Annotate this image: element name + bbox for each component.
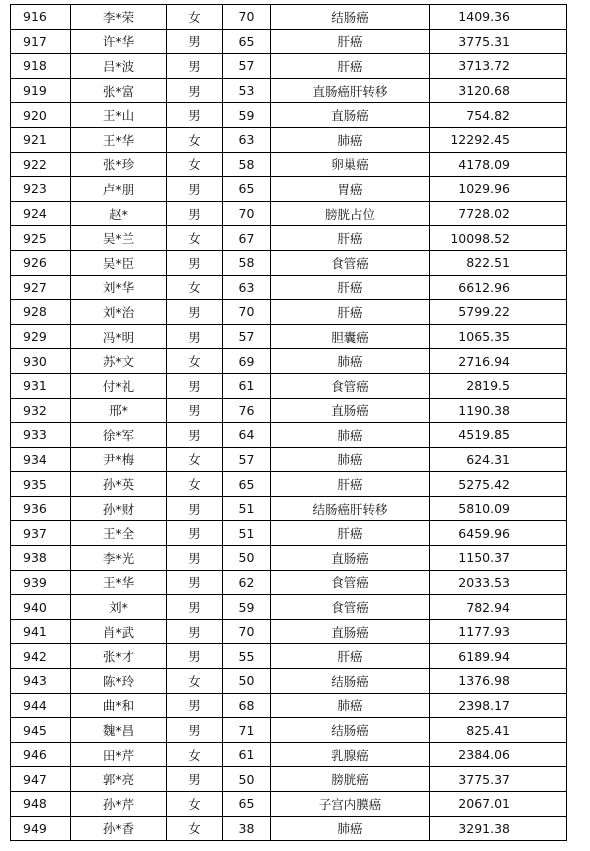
- gender-cell: 女: [167, 792, 223, 817]
- gender-cell: 女: [167, 275, 223, 300]
- age-cell: 59: [223, 595, 271, 620]
- age-cell: 70: [223, 5, 271, 30]
- name-cell: 魏*昌: [71, 718, 167, 743]
- amount-cell: 7728.02: [430, 201, 567, 226]
- amount-cell: 3775.31: [430, 29, 567, 54]
- table-row: [11, 570, 567, 595]
- table-row: [11, 447, 567, 472]
- age-cell: 76: [223, 398, 271, 423]
- amount-cell: 1150.37: [430, 546, 567, 571]
- gender-cell: 女: [167, 816, 223, 841]
- amount-cell: 822.51: [430, 250, 567, 275]
- diagnosis-cell: 结肠癌肝转移: [271, 496, 430, 521]
- name-cell: 赵*: [71, 201, 167, 226]
- diagnosis-cell: 肝癌: [271, 275, 430, 300]
- name-cell: 张*珍: [71, 152, 167, 177]
- amount-cell: 12292.45: [430, 127, 567, 152]
- table-row: [11, 373, 567, 398]
- gender-cell: 女: [167, 152, 223, 177]
- table-row: [11, 78, 567, 103]
- gender-cell: 男: [167, 595, 223, 620]
- age-cell: 51: [223, 496, 271, 521]
- gender-cell: 男: [167, 767, 223, 792]
- amount-cell: 2819.5: [430, 373, 567, 398]
- diagnosis-cell: 肝癌: [271, 644, 430, 669]
- diagnosis-cell: 直肠癌肝转移: [271, 78, 430, 103]
- name-cell: 孙*财: [71, 496, 167, 521]
- diagnosis-cell: 子宫内膜癌: [271, 792, 430, 817]
- row-number-cell: 943: [11, 669, 71, 694]
- diagnosis-cell: 直肠癌: [271, 619, 430, 644]
- row-number-cell: 916: [11, 5, 71, 30]
- gender-cell: 男: [167, 644, 223, 669]
- table-row: [11, 349, 567, 374]
- diagnosis-cell: 直肠癌: [271, 103, 430, 128]
- row-number-cell: 941: [11, 619, 71, 644]
- age-cell: 58: [223, 250, 271, 275]
- amount-cell: 2384.06: [430, 742, 567, 767]
- amount-cell: 825.41: [430, 718, 567, 743]
- table-body: [11, 5, 567, 841]
- name-cell: 徐*军: [71, 423, 167, 448]
- diagnosis-cell: 卵巢癌: [271, 152, 430, 177]
- amount-cell: 624.31: [430, 447, 567, 472]
- gender-cell: 女: [167, 447, 223, 472]
- amount-cell: 5810.09: [430, 496, 567, 521]
- diagnosis-cell: 膀胱占位: [271, 201, 430, 226]
- row-number-cell: 926: [11, 250, 71, 275]
- age-cell: 64: [223, 423, 271, 448]
- name-cell: 刘*: [71, 595, 167, 620]
- name-cell: 田*芹: [71, 742, 167, 767]
- amount-cell: 754.82: [430, 103, 567, 128]
- patient-table: [10, 4, 567, 841]
- gender-cell: 男: [167, 693, 223, 718]
- diagnosis-cell: 结肠癌: [271, 718, 430, 743]
- age-cell: 57: [223, 447, 271, 472]
- name-cell: 张*才: [71, 644, 167, 669]
- diagnosis-cell: 食管癌: [271, 595, 430, 620]
- age-cell: 58: [223, 152, 271, 177]
- diagnosis-cell: 食管癌: [271, 570, 430, 595]
- table-row: [11, 177, 567, 202]
- table-row: [11, 742, 567, 767]
- name-cell: 曲*和: [71, 693, 167, 718]
- age-cell: 61: [223, 742, 271, 767]
- age-cell: 70: [223, 619, 271, 644]
- diagnosis-cell: 肝癌: [271, 472, 430, 497]
- table-row: [11, 693, 567, 718]
- amount-cell: 2398.17: [430, 693, 567, 718]
- age-cell: 65: [223, 792, 271, 817]
- age-cell: 65: [223, 472, 271, 497]
- row-number-cell: 946: [11, 742, 71, 767]
- row-number-cell: 945: [11, 718, 71, 743]
- gender-cell: 男: [167, 250, 223, 275]
- gender-cell: 男: [167, 177, 223, 202]
- row-number-cell: 936: [11, 496, 71, 521]
- age-cell: 61: [223, 373, 271, 398]
- amount-cell: 4178.09: [430, 152, 567, 177]
- amount-cell: 1029.96: [430, 177, 567, 202]
- age-cell: 51: [223, 521, 271, 546]
- age-cell: 50: [223, 546, 271, 571]
- table-row: [11, 792, 567, 817]
- name-cell: 吕*波: [71, 54, 167, 79]
- age-cell: 38: [223, 816, 271, 841]
- diagnosis-cell: 肝癌: [271, 29, 430, 54]
- amount-cell: 3775.37: [430, 767, 567, 792]
- age-cell: 65: [223, 29, 271, 54]
- diagnosis-cell: 肺癌: [271, 693, 430, 718]
- row-number-cell: 933: [11, 423, 71, 448]
- amount-cell: 4519.85: [430, 423, 567, 448]
- name-cell: 尹*梅: [71, 447, 167, 472]
- table-row: [11, 300, 567, 325]
- name-cell: 王*华: [71, 570, 167, 595]
- gender-cell: 男: [167, 324, 223, 349]
- gender-cell: 女: [167, 127, 223, 152]
- row-number-cell: 940: [11, 595, 71, 620]
- age-cell: 57: [223, 324, 271, 349]
- name-cell: 王*全: [71, 521, 167, 546]
- row-number-cell: 920: [11, 103, 71, 128]
- gender-cell: 男: [167, 201, 223, 226]
- table-row: [11, 816, 567, 841]
- age-cell: 62: [223, 570, 271, 595]
- name-cell: 刘*治: [71, 300, 167, 325]
- amount-cell: 1376.98: [430, 669, 567, 694]
- age-cell: 63: [223, 275, 271, 300]
- amount-cell: 2033.53: [430, 570, 567, 595]
- amount-cell: 2067.01: [430, 792, 567, 817]
- gender-cell: 男: [167, 78, 223, 103]
- name-cell: 冯*明: [71, 324, 167, 349]
- gender-cell: 女: [167, 226, 223, 251]
- row-number-cell: 939: [11, 570, 71, 595]
- amount-cell: 5799.22: [430, 300, 567, 325]
- diagnosis-cell: 食管癌: [271, 373, 430, 398]
- table-row: [11, 201, 567, 226]
- row-number-cell: 927: [11, 275, 71, 300]
- gender-cell: 女: [167, 472, 223, 497]
- row-number-cell: 919: [11, 78, 71, 103]
- diagnosis-cell: 胃癌: [271, 177, 430, 202]
- table-row: [11, 718, 567, 743]
- age-cell: 68: [223, 693, 271, 718]
- diagnosis-cell: 乳腺癌: [271, 742, 430, 767]
- row-number-cell: 932: [11, 398, 71, 423]
- name-cell: 郭*亮: [71, 767, 167, 792]
- name-cell: 孙*香: [71, 816, 167, 841]
- diagnosis-cell: 肺癌: [271, 127, 430, 152]
- row-number-cell: 942: [11, 644, 71, 669]
- table-row: [11, 472, 567, 497]
- amount-cell: 6612.96: [430, 275, 567, 300]
- age-cell: 70: [223, 201, 271, 226]
- name-cell: 李*光: [71, 546, 167, 571]
- diagnosis-cell: 食管癌: [271, 250, 430, 275]
- diagnosis-cell: 肝癌: [271, 521, 430, 546]
- table-row: [11, 324, 567, 349]
- table-row: [11, 669, 567, 694]
- row-number-cell: 918: [11, 54, 71, 79]
- row-number-cell: 937: [11, 521, 71, 546]
- gender-cell: 男: [167, 398, 223, 423]
- age-cell: 71: [223, 718, 271, 743]
- name-cell: 王*华: [71, 127, 167, 152]
- amount-cell: 6459.96: [430, 521, 567, 546]
- table-row: [11, 29, 567, 54]
- row-number-cell: 921: [11, 127, 71, 152]
- amount-cell: 10098.52: [430, 226, 567, 251]
- age-cell: 53: [223, 78, 271, 103]
- name-cell: 吴*兰: [71, 226, 167, 251]
- table-row: [11, 54, 567, 79]
- row-number-cell: 949: [11, 816, 71, 841]
- diagnosis-cell: 肺癌: [271, 423, 430, 448]
- diagnosis-cell: 结肠癌: [271, 669, 430, 694]
- table-row: [11, 644, 567, 669]
- diagnosis-cell: 肝癌: [271, 54, 430, 79]
- row-number-cell: 931: [11, 373, 71, 398]
- amount-cell: 3713.72: [430, 54, 567, 79]
- table-row: [11, 496, 567, 521]
- gender-cell: 男: [167, 546, 223, 571]
- name-cell: 付*礼: [71, 373, 167, 398]
- row-number-cell: 929: [11, 324, 71, 349]
- name-cell: 卢*朋: [71, 177, 167, 202]
- table-row: [11, 250, 567, 275]
- name-cell: 邢*: [71, 398, 167, 423]
- table-row: [11, 767, 567, 792]
- diagnosis-cell: 胆囊癌: [271, 324, 430, 349]
- gender-cell: 男: [167, 423, 223, 448]
- gender-cell: 男: [167, 619, 223, 644]
- age-cell: 57: [223, 54, 271, 79]
- diagnosis-cell: 肺癌: [271, 447, 430, 472]
- table-row: [11, 546, 567, 571]
- table-row: [11, 619, 567, 644]
- gender-cell: 男: [167, 373, 223, 398]
- row-number-cell: 948: [11, 792, 71, 817]
- gender-cell: 女: [167, 5, 223, 30]
- table-row: [11, 398, 567, 423]
- diagnosis-cell: 直肠癌: [271, 546, 430, 571]
- gender-cell: 男: [167, 570, 223, 595]
- gender-cell: 男: [167, 29, 223, 54]
- age-cell: 69: [223, 349, 271, 374]
- name-cell: 吴*臣: [71, 250, 167, 275]
- table-row: [11, 127, 567, 152]
- row-number-cell: 923: [11, 177, 71, 202]
- row-number-cell: 930: [11, 349, 71, 374]
- table-row: [11, 152, 567, 177]
- name-cell: 许*华: [71, 29, 167, 54]
- gender-cell: 男: [167, 521, 223, 546]
- age-cell: 65: [223, 177, 271, 202]
- diagnosis-cell: 肝癌: [271, 300, 430, 325]
- amount-cell: 5275.42: [430, 472, 567, 497]
- diagnosis-cell: 肺癌: [271, 816, 430, 841]
- row-number-cell: 922: [11, 152, 71, 177]
- gender-cell: 女: [167, 349, 223, 374]
- row-number-cell: 935: [11, 472, 71, 497]
- amount-cell: 1190.38: [430, 398, 567, 423]
- amount-cell: 6189.94: [430, 644, 567, 669]
- amount-cell: 2716.94: [430, 349, 567, 374]
- amount-cell: 782.94: [430, 595, 567, 620]
- age-cell: 50: [223, 767, 271, 792]
- name-cell: 苏*文: [71, 349, 167, 374]
- diagnosis-cell: 直肠癌: [271, 398, 430, 423]
- row-number-cell: 938: [11, 546, 71, 571]
- table-row: [11, 423, 567, 448]
- table-row: [11, 226, 567, 251]
- amount-cell: 1177.93: [430, 619, 567, 644]
- diagnosis-cell: 膀胱癌: [271, 767, 430, 792]
- table-row: [11, 595, 567, 620]
- gender-cell: 男: [167, 300, 223, 325]
- gender-cell: 男: [167, 103, 223, 128]
- age-cell: 63: [223, 127, 271, 152]
- name-cell: 王*山: [71, 103, 167, 128]
- row-number-cell: 934: [11, 447, 71, 472]
- amount-cell: 3120.68: [430, 78, 567, 103]
- diagnosis-cell: 肝癌: [271, 226, 430, 251]
- age-cell: 59: [223, 103, 271, 128]
- amount-cell: 3291.38: [430, 816, 567, 841]
- name-cell: 刘*华: [71, 275, 167, 300]
- gender-cell: 男: [167, 718, 223, 743]
- amount-cell: 1065.35: [430, 324, 567, 349]
- table-row: [11, 5, 567, 30]
- gender-cell: 男: [167, 496, 223, 521]
- name-cell: 孙*芹: [71, 792, 167, 817]
- gender-cell: 女: [167, 669, 223, 694]
- age-cell: 67: [223, 226, 271, 251]
- row-number-cell: 925: [11, 226, 71, 251]
- amount-cell: 1409.36: [430, 5, 567, 30]
- row-number-cell: 924: [11, 201, 71, 226]
- diagnosis-cell: 结肠癌: [271, 5, 430, 30]
- name-cell: 肖*武: [71, 619, 167, 644]
- name-cell: 孙*英: [71, 472, 167, 497]
- diagnosis-cell: 肺癌: [271, 349, 430, 374]
- gender-cell: 女: [167, 742, 223, 767]
- age-cell: 70: [223, 300, 271, 325]
- table-row: [11, 275, 567, 300]
- name-cell: 李*荣: [71, 5, 167, 30]
- row-number-cell: 917: [11, 29, 71, 54]
- row-number-cell: 928: [11, 300, 71, 325]
- age-cell: 50: [223, 669, 271, 694]
- table-row: [11, 103, 567, 128]
- row-number-cell: 947: [11, 767, 71, 792]
- age-cell: 55: [223, 644, 271, 669]
- table-row: [11, 521, 567, 546]
- row-number-cell: 944: [11, 693, 71, 718]
- name-cell: 陈*玲: [71, 669, 167, 694]
- gender-cell: 男: [167, 54, 223, 79]
- name-cell: 张*富: [71, 78, 167, 103]
